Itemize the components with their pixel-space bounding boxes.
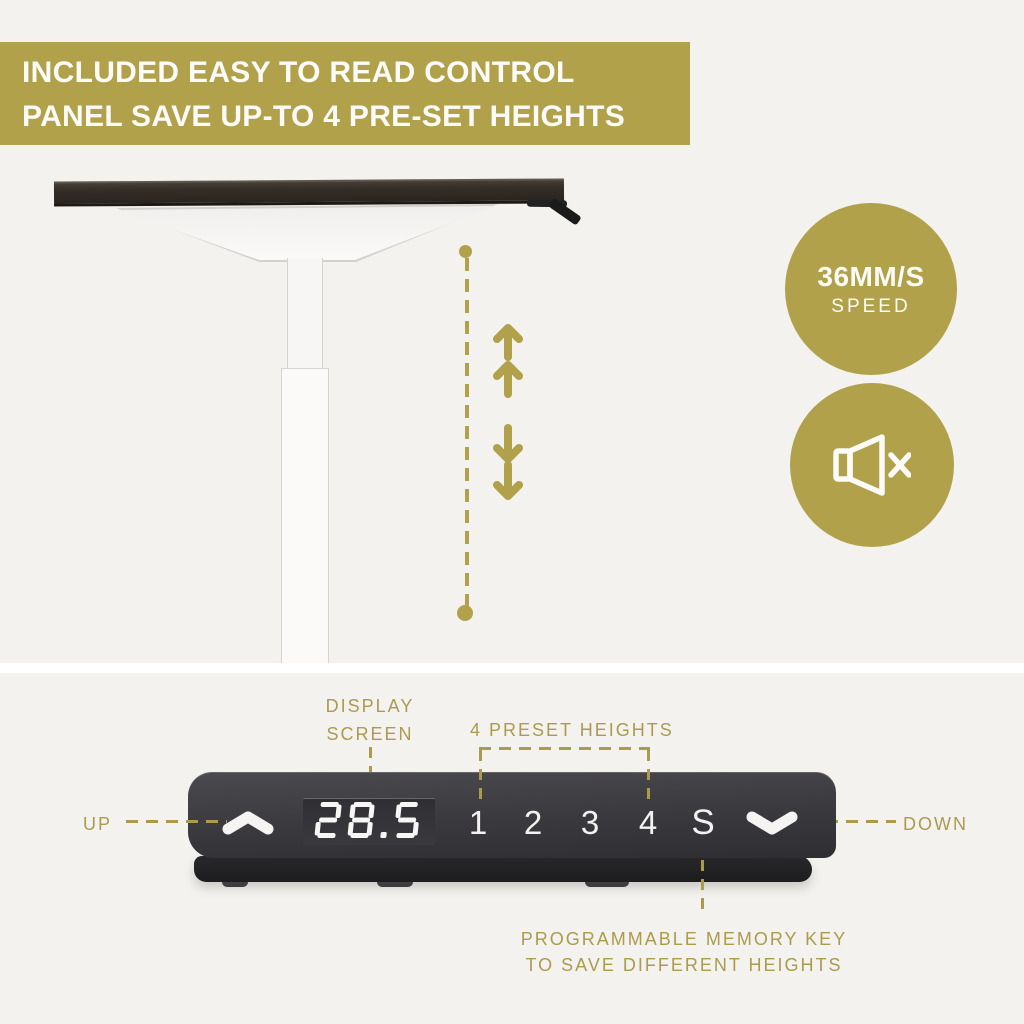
memory-key-label	[508, 926, 860, 978]
preset-callout-left-line	[479, 750, 482, 799]
headline-line1: INCLUDED EASY TO READ CONTROL	[22, 56, 575, 89]
quiet-badge	[790, 383, 954, 547]
up-label: UP	[83, 814, 113, 834]
headline-banner	[0, 42, 690, 145]
height-range-top-dot	[459, 245, 472, 258]
preset-button-4[interactable]: 4	[638, 804, 658, 841]
muted-speaker-icon	[833, 434, 911, 496]
height-range-bottom-dot	[457, 605, 473, 621]
memory-key-label-line1: PROGRAMMABLE MEMORY KEY	[520, 929, 848, 949]
speed-value: 36MM/S	[817, 260, 925, 292]
panel-display-screen	[303, 798, 435, 845]
preset-callout-right-line	[647, 750, 650, 799]
height-range-dashed-line	[465, 258, 469, 606]
speed-badge	[785, 203, 957, 375]
display-screen-label-line1: DISPLAY	[325, 696, 415, 716]
desk-tabletop	[54, 178, 564, 206]
memory-key-label-line2: TO SAVE DIFFERENT HEIGHTS	[525, 955, 843, 975]
speed-label: SPEED	[831, 295, 911, 317]
memory-save-button[interactable]: S	[691, 803, 715, 842]
preset-button-3[interactable]: 3	[580, 804, 600, 841]
up-callout-line	[126, 820, 227, 823]
desk-leg-upper-stage	[287, 258, 323, 370]
preset-button-1[interactable]: 1	[468, 804, 488, 841]
desk-leg-lower-stage	[281, 368, 329, 664]
height-up-down-arrows	[486, 318, 530, 504]
down-label: DOWN	[903, 814, 968, 834]
desk-mounting-bracket	[118, 204, 496, 262]
double-up-arrow-icon	[497, 328, 519, 394]
preset-heights-label: 4 PRESET HEIGHTS	[470, 720, 674, 740]
panel-display-value	[314, 802, 425, 843]
display-screen-label	[290, 692, 450, 748]
chevron-up-icon[interactable]	[221, 810, 275, 836]
memory-callout-line	[701, 860, 704, 912]
preset-callout-bracket	[479, 747, 650, 750]
section-divider	[0, 663, 1024, 673]
display-screen-label-line2: SCREEN	[326, 724, 414, 744]
double-down-arrow-icon	[497, 428, 519, 496]
headline-line2: PANEL SAVE UP-TO 4 PRE-SET HEIGHTS	[22, 100, 626, 133]
control-panel-bottom-edge	[194, 856, 812, 882]
chevron-down-icon[interactable]	[744, 810, 800, 836]
preset-button-2[interactable]: 2	[523, 804, 543, 841]
control-panel	[188, 772, 836, 858]
